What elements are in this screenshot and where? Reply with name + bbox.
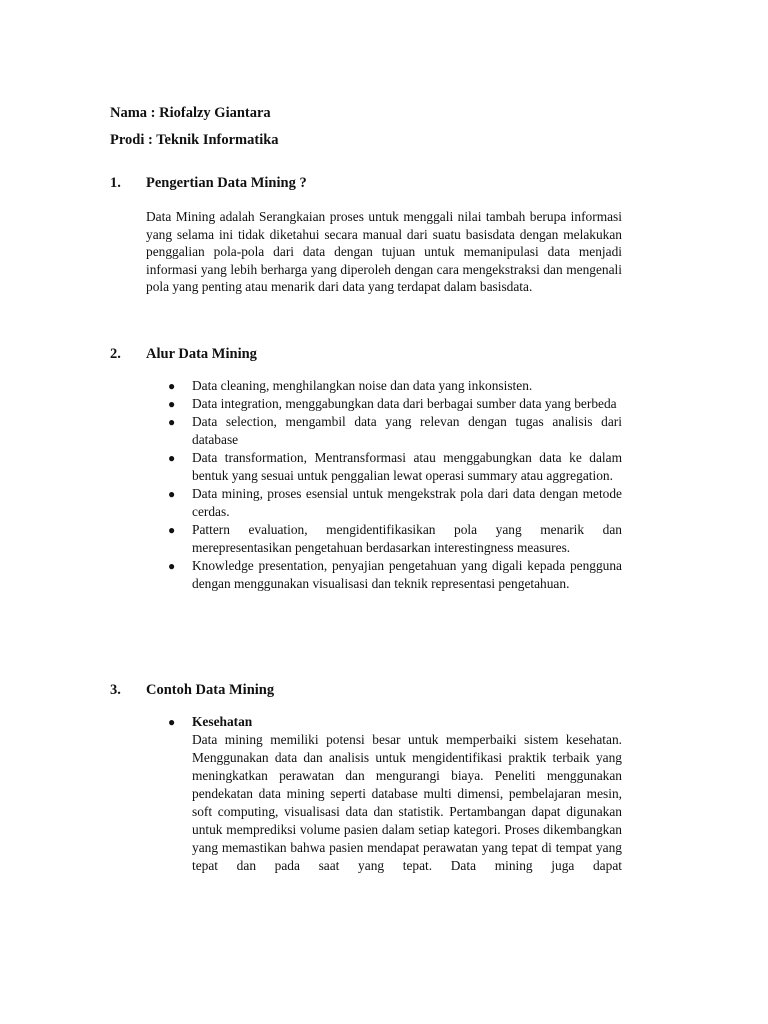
section-number: 3. — [110, 682, 121, 698]
section-1-heading — [110, 174, 307, 192]
example-item-kesehatan — [168, 713, 622, 875]
study-program: Prodi : Teknik Informatika — [110, 132, 279, 148]
section-3-heading — [110, 681, 274, 699]
section-title: Alur Data Mining — [146, 346, 257, 362]
section-1-paragraph: Data Mining adalah Serangkaian proses untuk menggali nilai tambah berupa informasi yang selama ini tidak diketahui secara manual dari suatu basisdata dengan melakukan penggalian pola-pola dari data dengan tujuan untuk memanipulasi data menjadi informasi yang lebih berharga yang diperoleh dengan cara mengekstraksi dan mengenali pola yang penting atau menarik dari data yang terdapat dalam basisdata. — [146, 209, 622, 295]
section-2-heading — [110, 345, 257, 363]
list-item: ● Data selection, mengambil data yang relevan dengan tugas analisis dari database — [168, 414, 622, 447]
bullet-icon: ● — [168, 487, 176, 501]
bullet-icon: ● — [168, 379, 176, 393]
list-item: ● Data mining, proses esensial untuk mengekstrak pola dari data dengan metode cerdas. — [168, 486, 622, 519]
bullet-icon: ● — [168, 451, 176, 465]
bullet-icon: ● — [168, 397, 176, 411]
section-title: Pengertian Data Mining ? — [146, 175, 307, 191]
list-item: ● Data integration, menggabungkan data dari berbagai sumber data yang berbeda — [168, 396, 617, 411]
section-number: 2. — [110, 346, 121, 362]
section-number: 1. — [110, 175, 121, 191]
list-item: ● Data transformation, Mentransformasi atau menggabungkan data ke dalam bentuk yang sesuai untuk penggalian lewat operasi summary atau aggregation. — [168, 450, 622, 483]
list-item: ● Knowledge presentation, penyajian pengetahuan yang digali kepada pengguna dengan menggunakan visualisasi dan teknik representasi pengetahuan. — [168, 558, 622, 591]
example-item-body: Data mining memiliki potensi besar untuk memperbaiki sistem kesehatan. Menggunakan data dan analisis untuk mengidentifikasi praktik terbaik yang meningkatkan perawatan dan mengurangi biaya. Peneliti menggunakan pendekatan data mining seperti database multi dimensi, pembelajaran mesin, soft computing, visualisasi data dan statistik. Pertambangan dapat digunakan untuk memprediksi volume pasien dalam setiap kategori. Proses dikembangkan yang memastikan bahwa pasien mendapat perawatan yang tepat di tempat yang tepat dan pada saat yang tepat. Data mining juga dapat — [192, 732, 622, 873]
bullet-icon: ● — [168, 559, 176, 573]
section-2-bullet-list — [168, 377, 622, 593]
bullet-icon: ● — [168, 523, 176, 537]
bullet-icon: ● — [168, 715, 176, 729]
student-name: Nama : Riofalzy Giantara — [110, 105, 271, 121]
list-item: ● Data cleaning, menghilangkan noise dan data yang inkonsisten. — [168, 378, 533, 393]
list-item: ● Pattern evaluation, mengidentifikasikan pola yang menarik dan merepresentasikan pengetahuan berdasarkan interestingness measures. — [168, 522, 622, 555]
section-title: Contoh Data Mining — [146, 682, 275, 698]
example-item-title: Kesehatan — [192, 714, 253, 729]
bullet-icon: ● — [168, 415, 176, 429]
